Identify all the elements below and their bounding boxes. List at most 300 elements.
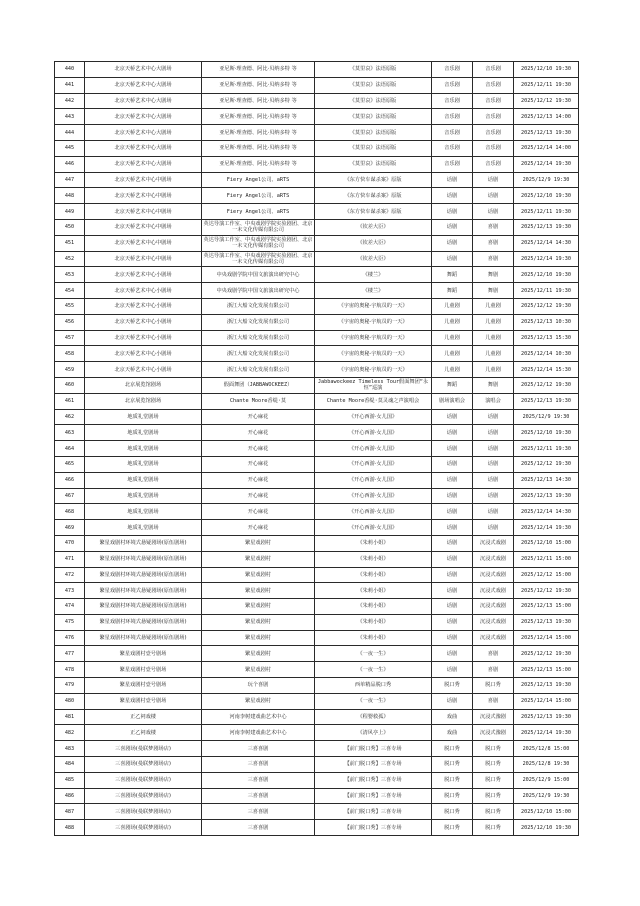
showtime-cell: 2025/12/14 19:30 [514,520,579,536]
show-title-cell: 《朱莉小姐》 [315,567,432,583]
showtime-cell: 2025/12/13 19:30 [514,393,579,409]
show-title-cell: 《楼兰》 [315,267,432,283]
row-number-cell: 468 [55,504,85,520]
table-row [55,804,579,820]
category-cell: 音乐剧 [432,156,473,172]
table-row [55,614,579,630]
show-title-cell: 《朱莉小姐》 [315,599,432,615]
showtime-cell: 2025/12/12 19:30 [514,377,579,393]
genre-cell: 儿童剧 [473,298,514,314]
genre-cell: 喜剧 [473,251,514,267]
category-cell: 儿童剧 [432,330,473,346]
genre-cell: 儿童剧 [473,346,514,362]
row-number-cell: 459 [55,362,85,378]
venue-cell: 三喜剧场(曼联梦剧场店) [85,772,202,788]
genre-cell: 音乐剧 [473,77,514,93]
venue-cell: 繁星戏剧村壹号剧场 [85,646,202,662]
showtime-cell: 2025/12/14 15:00 [514,693,579,709]
venue-cell: 北京天桥艺术中心中剧场 [85,219,202,235]
table-row [55,725,579,741]
row-number-cell: 450 [55,219,85,235]
show-title-cell: 《楼兰》 [315,283,432,299]
table-row [55,219,579,235]
category-cell: 舞蹈 [432,377,473,393]
showtime-cell: 2025/12/9 15:00 [514,772,579,788]
showtime-cell: 2025/12/14 10:30 [514,346,579,362]
category-cell: 脱口秀 [432,820,473,836]
genre-cell: 脱口秀 [473,820,514,836]
row-number-cell: 448 [55,188,85,204]
row-number-cell: 458 [55,346,85,362]
category-cell: 话剧 [432,551,473,567]
category-cell: 脱口秀 [432,757,473,773]
organizer-cell: 浙江大船文化发展有限公司 [202,314,315,330]
showtime-cell: 2025/12/12 19:30 [514,646,579,662]
row-number-cell: 486 [55,788,85,804]
row-number-cell: 488 [55,820,85,836]
organizer-cell: 浙江大船文化发展有限公司 [202,298,315,314]
genre-cell: 脱口秀 [473,772,514,788]
table-row [55,567,579,583]
organizer-cell: 浙江大船文化发展有限公司 [202,346,315,362]
venue-cell: 三喜剧场(曼联梦剧场店) [85,820,202,836]
showtime-cell: 2025/12/12 15:00 [514,567,579,583]
showtime-cell: 2025/12/9 19:30 [514,788,579,804]
organizer-cell: 三喜喜剧 [202,757,315,773]
show-title-cell: 《宇宙的奥秘·宇航员的一天》 [315,314,432,330]
table-row [55,535,579,551]
organizer-cell: 繁星戏剧村 [202,599,315,615]
venue-cell: 北京天桥艺术中心大剧场 [85,140,202,156]
showtime-cell: 2025/12/11 19:30 [514,77,579,93]
row-number-cell: 442 [55,93,85,109]
row-number-cell: 469 [55,520,85,536]
show-title-cell: 《东方快车谋杀案》原版 [315,188,432,204]
showtime-cell: 2025/12/13 19:30 [514,678,579,694]
row-number-cell: 484 [55,757,85,773]
show-title-cell: 《程婴救孤》 [315,709,432,725]
showtime-cell: 2025/12/9 19:30 [514,409,579,425]
organizer-cell: 中央戏剧学院中国文旅演出研究中心 [202,267,315,283]
organizer-cell: 繁星戏剧村 [202,551,315,567]
showtime-cell: 2025/12/12 19:30 [514,93,579,109]
organizer-cell: 繁星戏剧村 [202,535,315,551]
showtime-cell: 2025/12/13 15:00 [514,599,579,615]
venue-cell: 繁星戏剧村环境式悬疑剧场(原伍剧场) [85,535,202,551]
venue-cell: 正乙祠戏楼 [85,725,202,741]
table-row [55,393,579,409]
showtime-cell: 2025/12/10 19:30 [514,62,579,78]
show-title-cell: 《开心西游·女儿国》 [315,472,432,488]
venue-cell: 地质礼堂剧场 [85,504,202,520]
organizer-cell: 三喜喜剧 [202,741,315,757]
venue-cell: 北京天桥艺术中心小剧场 [85,283,202,299]
show-title-cell: 《开心西游·女儿国》 [315,456,432,472]
organizer-cell: 亚尼斯·理查德、阿比·贝纳多特 等 [202,109,315,125]
row-number-cell: 463 [55,425,85,441]
row-number-cell: 452 [55,251,85,267]
show-title-cell: 《一夜一生》 [315,646,432,662]
row-number-cell: 449 [55,204,85,220]
show-title-cell: 西单精品脱口秀 [315,678,432,694]
category-cell: 话剧 [432,662,473,678]
table-row [55,693,579,709]
show-title-cell: 《朱莉小姐》 [315,630,432,646]
organizer-cell: 亚尼斯·理查德、阿比·贝纳多特 等 [202,156,315,172]
category-cell: 话剧 [432,599,473,615]
table-row [55,314,579,330]
table-row [55,788,579,804]
organizer-cell: 繁星戏剧村 [202,614,315,630]
show-title-cell: 【前门脱口秀】三喜专场 [315,757,432,773]
showtime-cell: 2025/12/14 14:30 [514,504,579,520]
showtime-cell: 2025/12/10 15:00 [514,804,579,820]
venue-cell: 北京天桥艺术中心中剧场 [85,235,202,251]
table-row [55,757,579,773]
category-cell: 舞蹈 [432,283,473,299]
venue-cell: 北京天桥艺术中心小剧场 [85,362,202,378]
row-number-cell: 443 [55,109,85,125]
category-cell: 剧场演唱会 [432,393,473,409]
venue-cell: 北京天桥艺术中心大剧场 [85,156,202,172]
row-number-cell: 466 [55,472,85,488]
genre-cell: 喜剧 [473,646,514,662]
genre-cell: 舞剧 [473,267,514,283]
row-number-cell: 473 [55,583,85,599]
row-number-cell: 474 [55,599,85,615]
organizer-cell: 繁星戏剧村 [202,693,315,709]
venue-cell: 繁星戏剧村壹号剧场 [85,678,202,694]
genre-cell: 话剧 [473,188,514,204]
category-cell: 话剧 [432,425,473,441]
organizer-cell: 三喜喜剧 [202,820,315,836]
table-row [55,188,579,204]
organizer-cell: 繁星戏剧村 [202,567,315,583]
venue-cell: 北京天桥艺术中心大剧场 [85,62,202,78]
organizer-cell: 繁星戏剧村 [202,630,315,646]
category-cell: 脱口秀 [432,788,473,804]
venue-cell: 繁星戏剧村环境式悬疑剧场(原伍剧场) [85,599,202,615]
table-row [55,156,579,172]
category-cell: 音乐剧 [432,109,473,125]
organizer-cell: 繁星戏剧村 [202,583,315,599]
row-number-cell: 464 [55,441,85,457]
showtime-cell: 2025/12/12 19:30 [514,298,579,314]
venue-cell: 地质礼堂剧场 [85,520,202,536]
genre-cell: 沉浸式豫剧 [473,725,514,741]
genre-cell: 演唱会 [473,393,514,409]
table-row [55,235,579,251]
venue-cell: 三喜剧场(曼联梦剧场店) [85,757,202,773]
organizer-cell: 亚尼斯·理查德、阿比·贝纳多特 等 [202,140,315,156]
show-title-cell: 《开心西游·女儿国》 [315,520,432,536]
venue-cell: 繁星戏剧村壹号剧场 [85,662,202,678]
genre-cell: 沉浸式豫剧 [473,709,514,725]
table-row [55,599,579,615]
row-number-cell: 462 [55,409,85,425]
row-number-cell: 470 [55,535,85,551]
genre-cell: 话剧 [473,204,514,220]
organizer-cell: 开心麻花 [202,441,315,457]
organizer-cell: Fiery Angel公司、aRTS [202,188,315,204]
row-number-cell: 472 [55,567,85,583]
genre-cell: 脱口秀 [473,757,514,773]
venue-cell: 三喜剧场(曼联梦剧场店) [85,804,202,820]
category-cell: 话剧 [432,456,473,472]
category-cell: 儿童剧 [432,346,473,362]
table-body [55,62,579,836]
category-cell: 话剧 [432,583,473,599]
organizer-cell: 开心麻花 [202,456,315,472]
venue-cell: 正乙祠戏楼 [85,709,202,725]
row-number-cell: 461 [55,393,85,409]
table-row [55,425,579,441]
table-row [55,772,579,788]
showtime-cell: 2025/12/13 19:30 [514,219,579,235]
organizer-cell: 浙江大船文化发展有限公司 [202,362,315,378]
venue-cell: 北京天桥艺术中心大剧场 [85,109,202,125]
organizer-cell: 亚尼斯·理查德、阿比·贝纳多特 等 [202,77,315,93]
show-title-cell: 《莫里哀》法语原版 [315,140,432,156]
organizer-cell: Chante Moore香缇·莫 [202,393,315,409]
venue-cell: 地质礼堂剧场 [85,425,202,441]
organizer-cell: 玩个喜剧 [202,678,315,694]
row-number-cell: 455 [55,298,85,314]
venue-cell: 繁星戏剧村环境式悬疑剧场(原伍剧场) [85,583,202,599]
show-title-cell: 【前门脱口秀】三喜专场 [315,788,432,804]
category-cell: 话剧 [432,693,473,709]
organizer-cell: 河南李树建戏曲艺术中心 [202,725,315,741]
category-cell: 话剧 [432,520,473,536]
row-number-cell: 445 [55,140,85,156]
genre-cell: 音乐剧 [473,93,514,109]
genre-cell: 喜剧 [473,235,514,251]
venue-cell: 繁星戏剧村壹号剧场 [85,693,202,709]
venue-cell: 北京天桥艺术中心小剧场 [85,267,202,283]
table-row [55,472,579,488]
table-row [55,125,579,141]
table-row [55,377,579,393]
venue-cell: 北京天桥艺术中心中剧场 [85,251,202,267]
table-row [55,441,579,457]
venue-cell: 北京天桥艺术中心大剧场 [85,77,202,93]
genre-cell: 喜剧 [473,693,514,709]
row-number-cell: 446 [55,156,85,172]
showtime-cell: 2025/12/14 15:00 [514,630,579,646]
venue-cell: 北京展览馆剧场 [85,377,202,393]
organizer-cell: 开心麻花 [202,472,315,488]
show-title-cell: 《一夜一生》 [315,693,432,709]
row-number-cell: 465 [55,456,85,472]
genre-cell: 话剧 [473,520,514,536]
showtime-cell: 2025/12/13 19:30 [514,488,579,504]
category-cell: 脱口秀 [432,678,473,694]
row-number-cell: 483 [55,741,85,757]
show-title-cell: 【前门脱口秀】三喜专场 [315,741,432,757]
show-title-cell: Chante Moore香缇·莫灵魂之声演唱会 [315,393,432,409]
show-title-cell: 《东方快车谋杀案》原版 [315,172,432,188]
category-cell: 儿童剧 [432,362,473,378]
show-title-cell: 《朱莉小姐》 [315,583,432,599]
row-number-cell: 480 [55,693,85,709]
organizer-cell: 英达导演工作室、中央戏剧学院实验剧团、北京一未文化传媒有限公司 [202,235,315,251]
row-number-cell: 471 [55,551,85,567]
show-title-cell: 《清风亭上》 [315,725,432,741]
table-row [55,678,579,694]
venue-cell: 地质礼堂剧场 [85,488,202,504]
genre-cell: 脱口秀 [473,788,514,804]
show-title-cell: 《朱莉小姐》 [315,551,432,567]
table-row [55,62,579,78]
show-title-cell: 《朱莉小姐》 [315,535,432,551]
row-number-cell: 478 [55,662,85,678]
category-cell: 话剧 [432,630,473,646]
show-title-cell: 【前门脱口秀】三喜专场 [315,820,432,836]
venue-cell: 北京天桥艺术中心中剧场 [85,172,202,188]
category-cell: 音乐剧 [432,77,473,93]
row-number-cell: 447 [55,172,85,188]
table-row [55,204,579,220]
row-number-cell: 451 [55,235,85,251]
table-row [55,662,579,678]
organizer-cell: Fiery Angel公司、aRTS [202,172,315,188]
category-cell: 话剧 [432,567,473,583]
category-cell: 话剧 [432,614,473,630]
organizer-cell: 英达导演工作室、中央戏剧学院实验剧团、北京一未文化传媒有限公司 [202,219,315,235]
organizer-cell: Fiery Angel公司、aRTS [202,204,315,220]
row-number-cell: 481 [55,709,85,725]
show-title-cell: 《钦差大臣》 [315,235,432,251]
table-row [55,77,579,93]
organizer-cell: 浙江大船文化发展有限公司 [202,330,315,346]
genre-cell: 话剧 [473,409,514,425]
organizer-cell: 中央戏剧学院中国文旅演出研究中心 [202,283,315,299]
organizer-cell: 三喜喜剧 [202,804,315,820]
organizer-cell: 亚尼斯·理查德、阿比·贝纳多特 等 [202,62,315,78]
show-title-cell: 《莫里哀》法语原版 [315,109,432,125]
genre-cell: 沉浸式戏剧 [473,583,514,599]
showtime-cell: 2025/12/8 15:00 [514,741,579,757]
show-title-cell: 《莫里哀》法语原版 [315,93,432,109]
genre-cell: 话剧 [473,504,514,520]
row-number-cell: 477 [55,646,85,662]
category-cell: 戏曲 [432,709,473,725]
table-row [55,109,579,125]
table-row [55,504,579,520]
genre-cell: 脱口秀 [473,741,514,757]
genre-cell: 脱口秀 [473,678,514,694]
show-title-cell: 《钦差大臣》 [315,219,432,235]
genre-cell: 话剧 [473,441,514,457]
row-number-cell: 476 [55,630,85,646]
category-cell: 音乐剧 [432,140,473,156]
showtime-cell: 2025/12/14 19:30 [514,251,579,267]
row-number-cell: 454 [55,283,85,299]
showtime-cell: 2025/12/9 19:30 [514,172,579,188]
show-title-cell: 《宇宙的奥秘·宇航员的一天》 [315,362,432,378]
genre-cell: 话剧 [473,488,514,504]
genre-cell: 话剧 [473,425,514,441]
showtime-cell: 2025/12/14 14:00 [514,140,579,156]
show-title-cell: 《朱莉小姐》 [315,614,432,630]
table-row [55,346,579,362]
row-number-cell: 440 [55,62,85,78]
showtime-cell: 2025/12/14 19:30 [514,725,579,741]
showtime-cell: 2025/12/10 19:30 [514,188,579,204]
category-cell: 话剧 [432,472,473,488]
showtime-cell: 2025/12/11 19:30 [514,441,579,457]
showtime-cell: 2025/12/13 19:30 [514,125,579,141]
organizer-cell: 开心麻花 [202,425,315,441]
venue-cell: 北京天桥艺术中心大剧场 [85,125,202,141]
genre-cell: 舞剧 [473,283,514,299]
category-cell: 话剧 [432,504,473,520]
table-row [55,172,579,188]
category-cell: 话剧 [432,251,473,267]
category-cell: 话剧 [432,409,473,425]
category-cell: 脱口秀 [432,772,473,788]
venue-cell: 北京展览馆剧场 [85,393,202,409]
show-title-cell: 《莫里哀》法语原版 [315,125,432,141]
category-cell: 话剧 [432,646,473,662]
table-row [55,93,579,109]
genre-cell: 喜剧 [473,219,514,235]
genre-cell: 音乐剧 [473,140,514,156]
venue-cell: 北京天桥艺术中心大剧场 [85,93,202,109]
venue-cell: 地质礼堂剧场 [85,456,202,472]
organizer-cell: 开心麻花 [202,488,315,504]
category-cell: 话剧 [432,204,473,220]
table-row [55,330,579,346]
organizer-cell: 河南李树建戏曲艺术中心 [202,709,315,725]
category-cell: 脱口秀 [432,804,473,820]
table-row [55,820,579,836]
table-row [55,409,579,425]
show-title-cell: 《莫里哀》法语原版 [315,62,432,78]
category-cell: 话剧 [432,488,473,504]
showtime-cell: 2025/12/14 19:30 [514,156,579,172]
show-title-cell: 《开心西游·女儿国》 [315,409,432,425]
category-cell: 话剧 [432,235,473,251]
venue-cell: 北京天桥艺术中心中剧场 [85,188,202,204]
genre-cell: 沉浸式戏剧 [473,614,514,630]
organizer-cell: 英达导演工作室、中央戏剧学院实验剧团、北京一未文化传媒有限公司 [202,251,315,267]
showtime-cell: 2025/12/10 15:00 [514,535,579,551]
genre-cell: 音乐剧 [473,62,514,78]
genre-cell: 音乐剧 [473,156,514,172]
showtime-cell: 2025/12/12 19:30 [514,583,579,599]
showtime-cell: 2025/12/14 15:30 [514,362,579,378]
category-cell: 脱口秀 [432,741,473,757]
organizer-cell: 开心麻花 [202,409,315,425]
show-title-cell: 《宇宙的奥秘·宇航员的一天》 [315,346,432,362]
table-row [55,362,579,378]
venue-cell: 三喜剧场(曼联梦剧场店) [85,741,202,757]
row-number-cell: 475 [55,614,85,630]
showtime-cell: 2025/12/11 19:30 [514,204,579,220]
show-title-cell: 《开心西游·女儿国》 [315,488,432,504]
showtime-cell: 2025/12/10 19:30 [514,425,579,441]
row-number-cell: 460 [55,377,85,393]
table-row [55,709,579,725]
genre-cell: 儿童剧 [473,330,514,346]
row-number-cell: 456 [55,314,85,330]
venue-cell: 繁星戏剧村环境式悬疑剧场(原伍剧场) [85,614,202,630]
table-row [55,520,579,536]
genre-cell: 音乐剧 [473,125,514,141]
category-cell: 话剧 [432,441,473,457]
show-title-cell: 《开心西游·女儿国》 [315,425,432,441]
